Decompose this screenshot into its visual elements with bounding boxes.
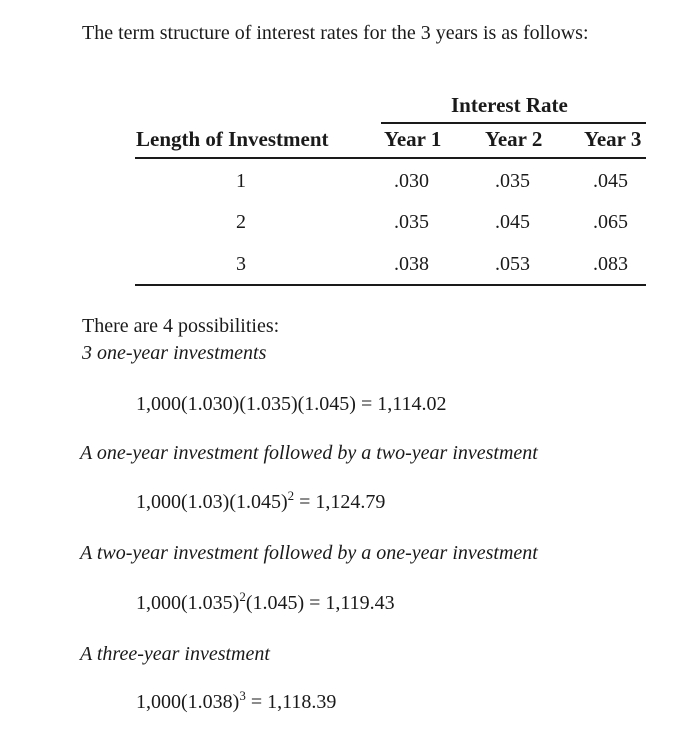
table-row-3-year2: .053	[495, 253, 530, 275]
possibilities-intro: There are 4 possibilities:	[82, 315, 280, 337]
case-2-title: A one-year investment followed by a two-year investment	[80, 442, 538, 464]
case-4-title: A three-year investment	[80, 643, 270, 665]
case-4-equation	[136, 688, 337, 714]
intro-text: The term structure of interest rates for the 3 years is as follows:	[82, 22, 589, 44]
header-rule	[135, 157, 646, 159]
table-row-3-year3: .083	[593, 253, 628, 275]
case-4-eq-exponent: 3	[239, 688, 246, 703]
table-row-2-year3: .065	[593, 211, 628, 233]
col-header-year1: Year 1	[384, 127, 442, 151]
col-header-year3: Year 3	[584, 127, 642, 151]
row-header: Length of Investment	[136, 127, 329, 151]
case-3-equation	[136, 589, 395, 615]
table-row-1-year1: .030	[394, 170, 429, 192]
group-header: Interest Rate	[451, 93, 568, 117]
case-2-eq-result: = 1,124.79	[294, 491, 386, 513]
case-3-eq-exponent: 2	[239, 589, 246, 604]
table-row-2-length: 2	[236, 211, 246, 233]
case-4-eq-result: = 1,118.39	[245, 691, 337, 713]
case-3-title: A two-year investment followed by a one-year investment	[80, 542, 538, 564]
interest-rate-table	[0, 0, 692, 300]
table-row-3-year1: .038	[394, 253, 429, 275]
case-2-eq-base: 1,000(1.03)(1.045)	[136, 491, 288, 513]
case-3-eq-base: 1,000(1.035)	[136, 592, 240, 614]
table-row-2-year1: .035	[394, 211, 429, 233]
table-row-1-year3: .045	[593, 170, 628, 192]
case-1-title: 3 one-year investments	[82, 342, 267, 364]
table-row-1-year2: .035	[495, 170, 530, 192]
group-header-rule	[381, 122, 646, 124]
table-bottom-rule	[135, 284, 646, 286]
case-2-equation	[136, 488, 386, 514]
table-row-1-length: 1	[236, 170, 246, 192]
case-1-equation: 1,000(1.030)(1.035)(1.045) = 1,114.02	[136, 393, 447, 415]
col-header-year2: Year 2	[485, 127, 543, 151]
case-2-eq-exponent: 2	[287, 488, 295, 503]
case-4-eq-base: 1,000(1.038)	[136, 691, 240, 713]
case-3-eq-result: (1.045) = 1,119.43	[245, 592, 395, 614]
table-row-2-year2: .045	[495, 211, 530, 233]
table-row-3-length: 3	[236, 253, 246, 275]
